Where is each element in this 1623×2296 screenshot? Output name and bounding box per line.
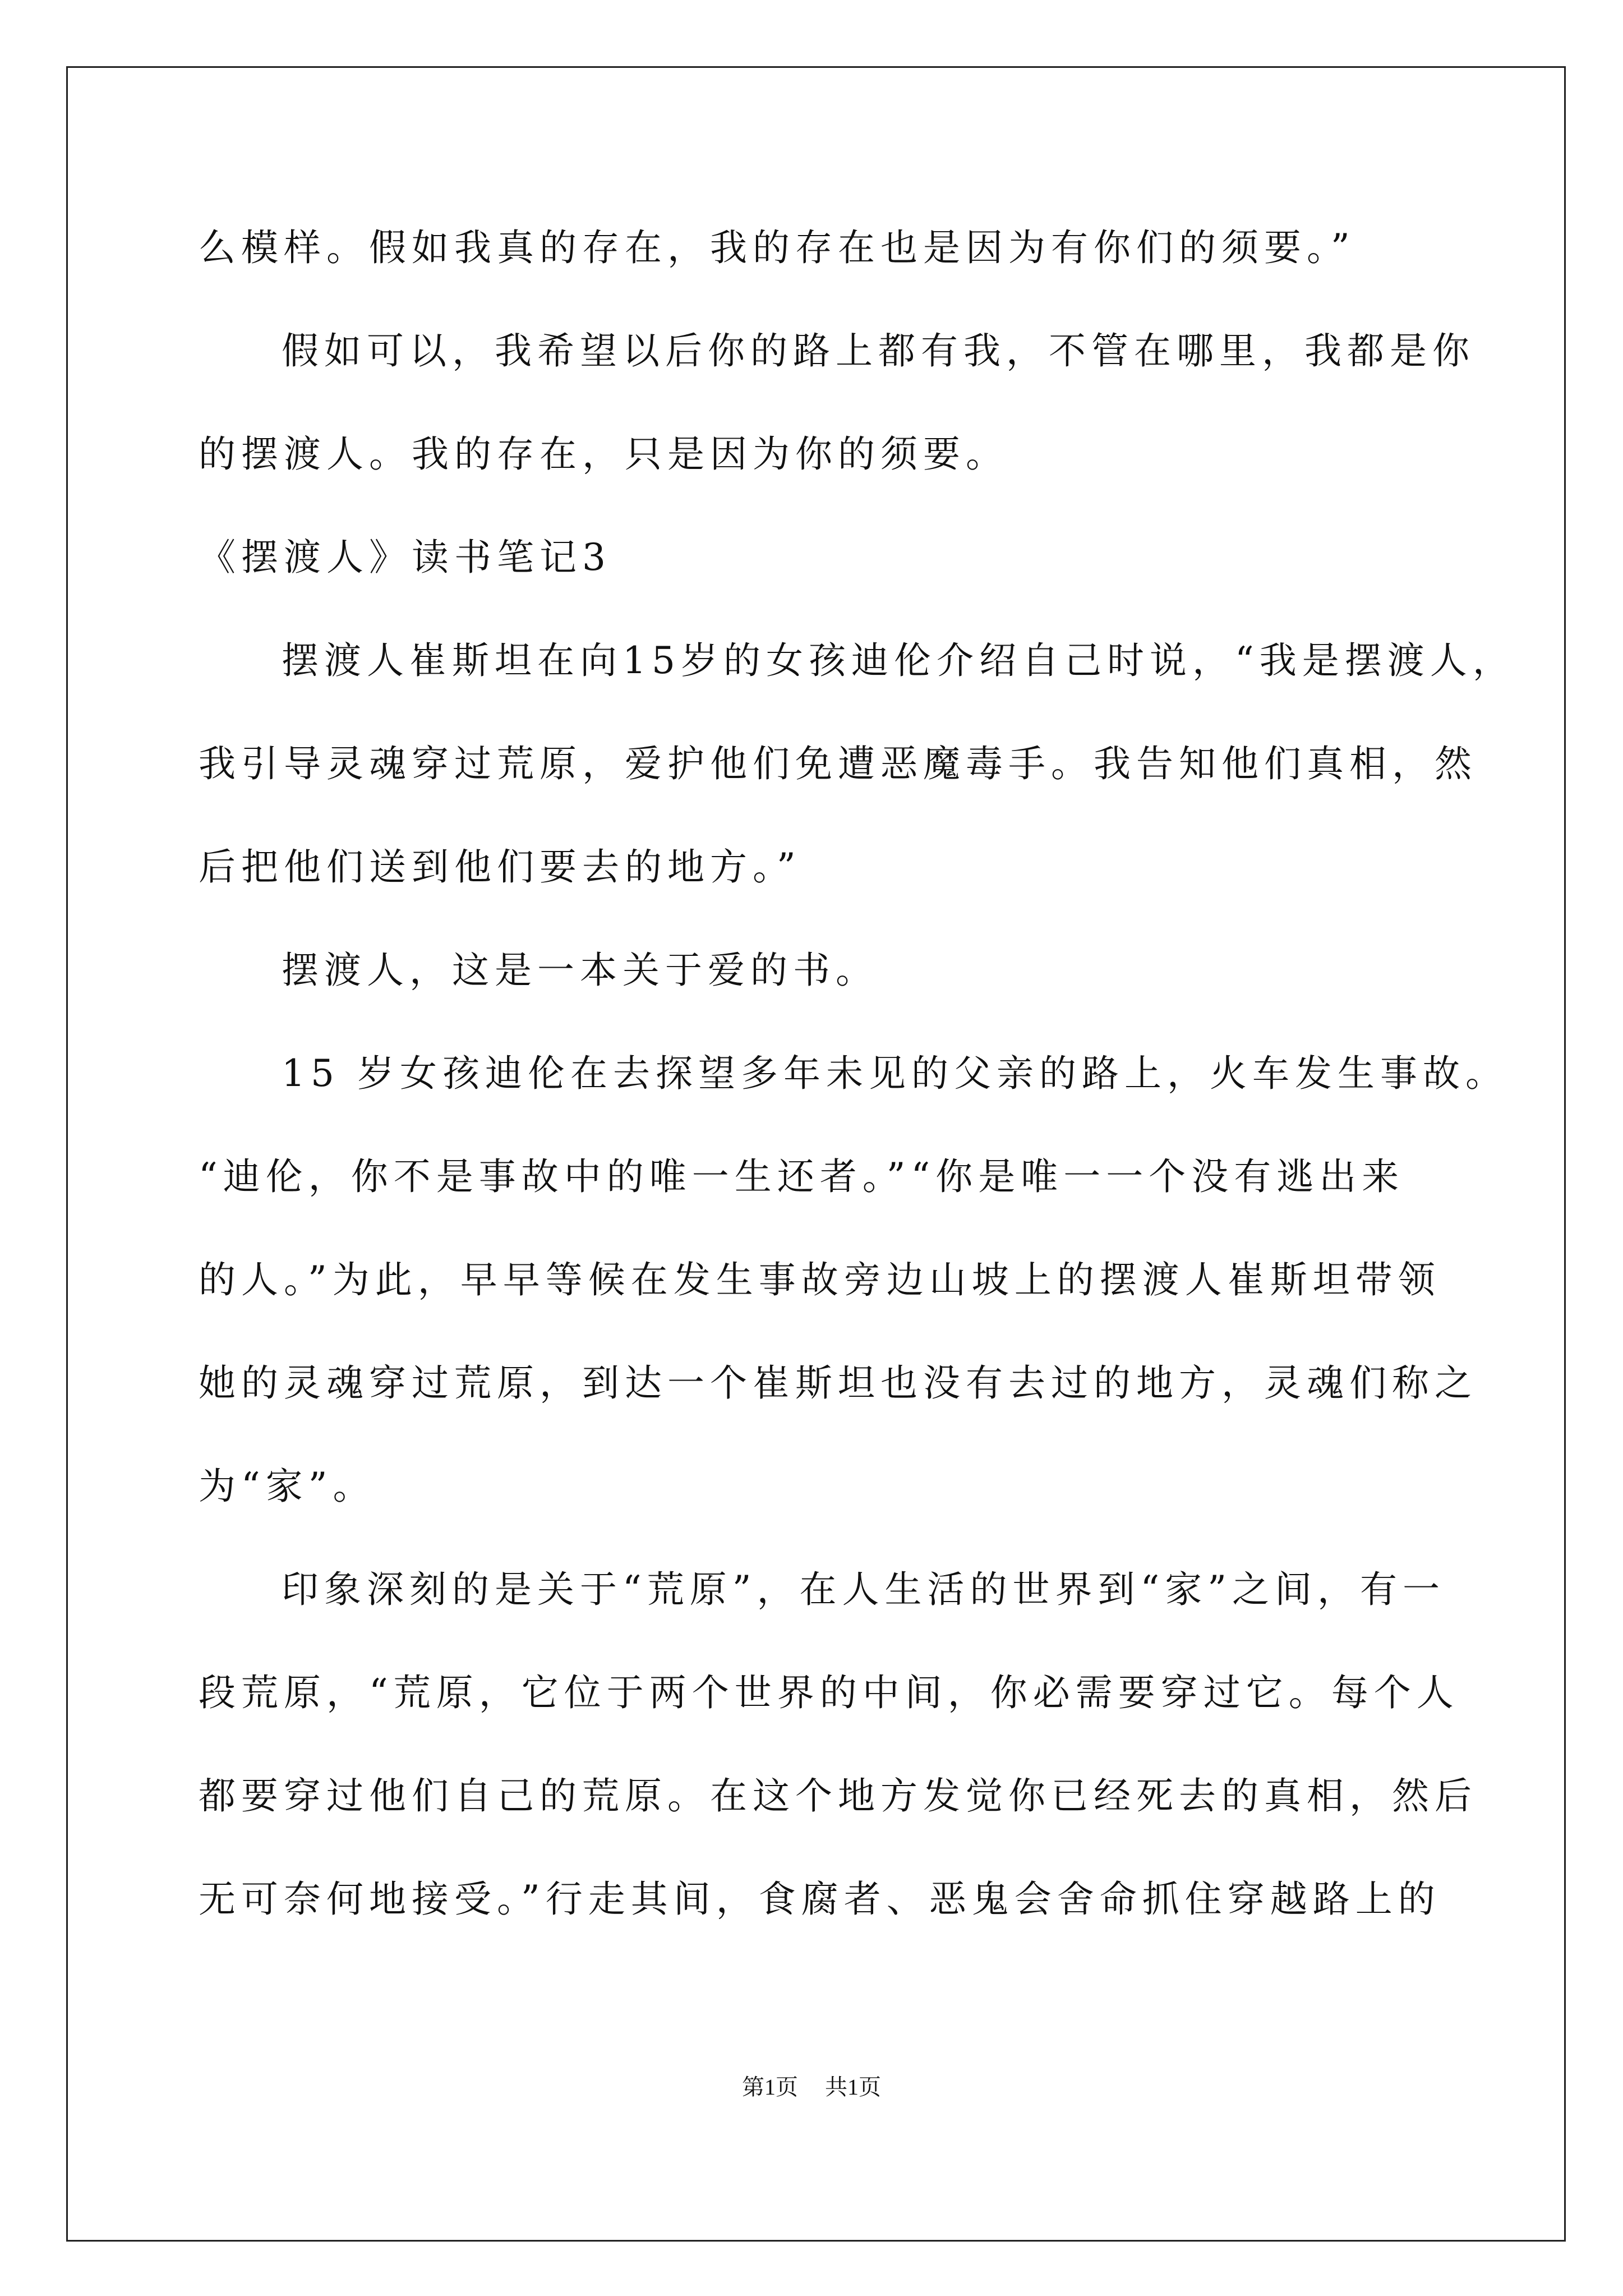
paragraph-line: 的人。”为此，早早等候在发生事故旁边山坡上的摆渡人崔斯坦带领	[199, 1258, 1441, 1301]
paragraph-line: 摆渡人崔斯坦在向15岁的女孩迪伦介绍自己时说，“我是摆渡人，	[282, 639, 1515, 682]
paragraph-line: 我引导灵魂穿过荒原，爱护他们免遭恶魔毒手。我告知他们真相，然	[199, 742, 1477, 785]
paragraph-line: “迪伦，你不是事故中的唯一生还者。”“你是唯一一个没有逃出来	[199, 1155, 1405, 1198]
paragraph-line: 么模样。假如我真的存在，我的存在也是因为有你们的须要。”	[199, 226, 1355, 269]
paragraph-line: 的摆渡人。我的存在，只是因为你的须要。	[199, 432, 1008, 476]
paragraph-line: 后把他们送到他们要去的地方。”	[199, 845, 801, 889]
section-heading: 《摆渡人》读书笔记3	[199, 536, 611, 579]
page-footer	[0, 2072, 1623, 2103]
paragraph-line: 摆渡人，这是一本关于爱的书。	[282, 949, 878, 992]
paragraph-line: 15 岁女孩迪伦在去探望多年未见的父亲的路上，火车发生事故。	[282, 1052, 1508, 1095]
paragraph-line: 印象深刻的是关于“荒原”，在人生活的世界到“家”之间，有一	[282, 1568, 1445, 1611]
paragraph-line: 段荒原，“荒原，它位于两个世界的中间，你必需要穿过它。每个人	[199, 1671, 1459, 1714]
paragraph-line: 无可奈何地接受。”行走其间，食腐者、恶鬼会舍命抓住穿越路上的	[199, 1878, 1441, 1921]
page-total: 共1页	[825, 2074, 881, 2100]
paragraph-line: 为“家”。	[199, 1465, 376, 1508]
paragraph-line: 都要穿过他们自己的荒原。在这个地方发觉你已经死去的真相，然后	[199, 1774, 1477, 1818]
page-number: 第1页	[742, 2074, 798, 2100]
paragraph-line: 假如可以，我希望以后你的路上都有我，不管在哪里，我都是你	[282, 329, 1475, 372]
paragraph-line: 她的灵魂穿过荒原，到达一个崔斯坦也没有去过的地方，灵魂们称之	[199, 1361, 1477, 1405]
document-body	[199, 196, 1515, 1951]
